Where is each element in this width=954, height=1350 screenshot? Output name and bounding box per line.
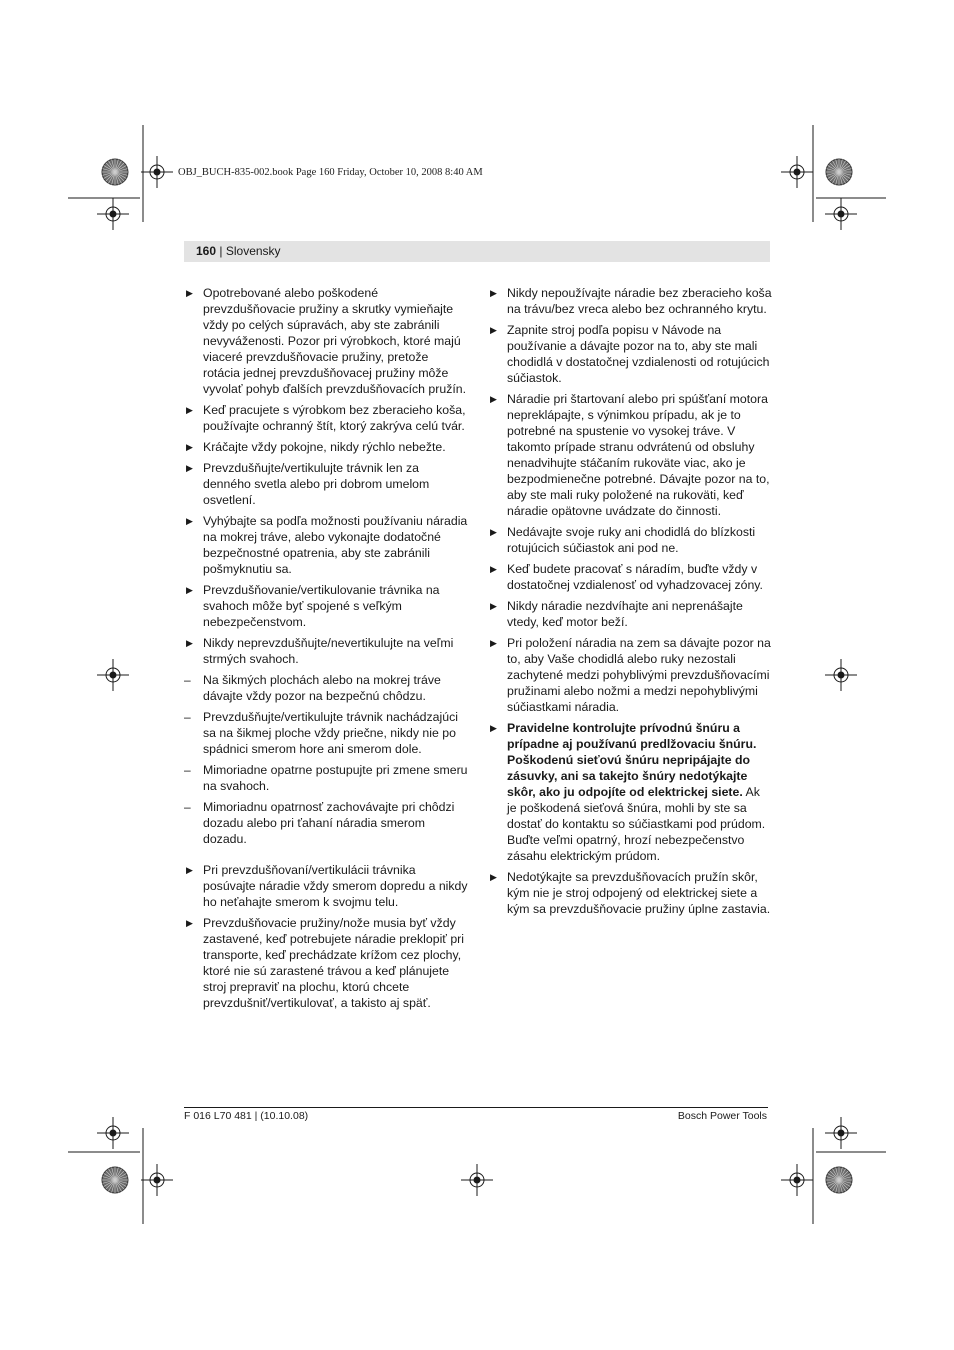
- item-text: Mimoriadne opatrne postupujte pri zmene smeru na svahoch.: [203, 763, 468, 793]
- item-text: Nedotýkajte sa prevzdušňovacích pružín skôr, kým nie je stroj odpojený od elektrickej siete a kým sa prevzdušňovacie pružiny úplne zastavia.: [507, 870, 771, 916]
- triangle-bullet-icon: ▶: [490, 325, 497, 335]
- crosshair-mark-icon: [825, 659, 857, 691]
- triangle-bullet-icon: ▶: [490, 638, 497, 648]
- triangle-bullet-icon: ▶: [186, 405, 193, 415]
- triangle-bullet-icon: ▶: [490, 527, 497, 537]
- item-text: Nikdy nepoužívajte náradie bez zberacieho koša na trávu/bez vreca alebo bez ochranného krytu.: [507, 286, 772, 316]
- bold-text: Pravidelne kontrolujte prívodnú šnúru a prípadne aj používanú predlžovaciu šnúru. Poškodenú sieťovú šnúru nepripájajte do zásuvky, ani sa takejto šnúry nedotýkajte skôr, ako ju odpojíte od elektrickej siete.: [507, 721, 757, 799]
- print-info: OBJ_BUCH-835-002.book Page 160 Friday, October 10, 2008 8:40 AM: [178, 167, 483, 178]
- item-text: Nikdy náradie nezdvíhajte ani neprenášajte vtedy, keď motor beží.: [507, 599, 743, 629]
- item-text: Ak je poškodená sieťová šnúra, mohli by ste sa dostať do kontaktu so súčiastkami pod prúdom. Buďte veľmi opatrný, hrozí nebezpečenstvo zásahu elektrickým prúdom.: [507, 785, 766, 863]
- footer-brand: Bosch Power Tools: [677, 1110, 767, 1122]
- item-text: Zapnite stroj podľa popisu v Návode na používanie a dávajte pozor na to, aby ste mali chodidlá v dostatočnej vzdialenosti od rotujúcich súčiastok.: [507, 323, 770, 385]
- item-text: Prevzdušňovacie pružiny/nože musia byť vždy zastavené, keď potrebujete náradie preklopiť pri transporte, keď prechádzate krížom cez plochy, ktoré nie sú zarastené trávou a keď plánujete stroj prepraviť na plochu, ktorú chcete prevzdušniť/vertikulovať, a takisto aj späť.: [203, 916, 464, 1010]
- crosshair-mark-icon: [461, 1164, 493, 1196]
- registration-rosette-icon: [826, 1167, 852, 1193]
- item-text: Keď pracujete s výrobkom bez zberacieho koša, používajte ochranný štít, ktorý zakrýva celú tvár.: [203, 403, 466, 433]
- item-text: Nikdy neprevzdušňujte/nevertikulujte na veľmi strmých svahoch.: [203, 636, 454, 666]
- registration-rosette-icon: [102, 159, 128, 185]
- triangle-bullet-icon: ▶: [490, 288, 497, 298]
- item-text: Vyhýbajte sa podľa možnosti používaniu náradia na mokrej tráve, alebo vykonajte dodatočné bezpečnostné opatrenia, aby ste zabránili pošmyknutiu sa.: [203, 514, 468, 576]
- crosshair-mark-icon: [97, 198, 129, 230]
- triangle-bullet-icon: ▶: [186, 918, 193, 928]
- item-text: Pri položení náradia na zem sa dávajte pozor na to, aby Vaše chodidlá alebo ruky nezostali zachytené medzi pohyblivými prevzdušňovacími pružinami alebo nožmi a medzi nepohyblivými súčiastkami náradia.: [507, 636, 771, 714]
- item-text: Na šikmých plochách alebo na mokrej tráve dávajte vždy pozor na bezpečnú chôdzu.: [203, 673, 441, 703]
- triangle-bullet-icon: ▶: [186, 463, 193, 473]
- item-text: Prevzdušňovanie/vertikulovanie trávnika na svahoch môže byť spojené s veľkým nebezpečenstvom.: [203, 583, 440, 629]
- dash-marker: –: [184, 710, 191, 724]
- triangle-bullet-icon: ▶: [490, 872, 497, 882]
- triangle-bullet-icon: ▶: [186, 585, 193, 595]
- header-language: Slovensky: [225, 244, 281, 258]
- dash-marker: –: [184, 763, 191, 777]
- crosshair-mark-icon: [825, 198, 857, 230]
- crosshair-mark-icon: [97, 1117, 129, 1149]
- item-text: Kráčajte vždy pokojne, nikdy rýchlo nebežte.: [203, 440, 446, 454]
- item-text: Mimoriadnu opatrnosť zachovávajte pri chôdzi dozadu alebo pri ťahaní náradia smerom dozadu.: [203, 800, 455, 846]
- footer-doc-id: F 016 L70 481 | (10.10.08): [184, 1110, 309, 1122]
- dash-marker: –: [184, 800, 191, 814]
- crosshair-mark-icon: [141, 156, 173, 188]
- crosshair-mark-icon: [781, 156, 813, 188]
- registration-rosette-icon: [102, 1167, 128, 1193]
- header-separator: |: [219, 244, 223, 258]
- item-text: Pri prevzdušňovaní/vertikulácii trávnika posúvajte náradie vždy smerom dopredu a nikdy ho neťahajte smerom k svojmu telu.: [203, 863, 468, 909]
- crosshair-mark-icon: [141, 1164, 173, 1196]
- crosshair-mark-icon: [781, 1164, 813, 1196]
- triangle-bullet-icon: ▶: [186, 516, 193, 526]
- item-text: Náradie pri štartovaní alebo pri spúšťaní motora nepreklápajte, s výnimkou prípadu, ak je to potrebné na spustenie vo vysokej tráve. V takomto prípade stranu odvrátenú od obsluhy nenadvihujte stáčaním rukoväte viac, ako je bezpodmienečne potrebné. Dávajte pozor na to, aby ste mali ruky položené na rukoväti, keď náradie opätovne uvádzate do činnosti.: [507, 392, 770, 518]
- triangle-bullet-icon: ▶: [186, 288, 193, 298]
- registration-rosette-icon: [826, 159, 852, 185]
- triangle-bullet-icon: ▶: [490, 601, 497, 611]
- triangle-bullet-icon: ▶: [186, 442, 193, 452]
- triangle-bullet-icon: ▶: [186, 638, 193, 648]
- item-text: Prevzdušňujte/vertikulujte trávnik len za denného svetla alebo pri dobrom umelom osvetlení.: [203, 461, 430, 507]
- item-text: Opotrebované alebo poškodené prevzdušňovacie pružiny a skrutky vymieňajte vždy po celých súpravách, aby ste zabránili nevyváženosti. Pozor pri výrobkoch, ktoré majú viaceré prevzdušňovacie pružiny, pretože rotácia jednej prevzdušňovacej pružiny môže vyvolať pohyb ďalších prevzdušňovacích pružín.: [203, 286, 467, 396]
- triangle-bullet-icon: ▶: [490, 394, 497, 404]
- triangle-bullet-icon: ▶: [490, 564, 497, 574]
- item-text: Keď budete pracovať s náradím, buďte vždy v dostatočnej vzdialenosť od vyhadzovacej zóny.: [507, 562, 763, 592]
- triangle-bullet-icon: ▶: [490, 723, 497, 733]
- crosshair-mark-icon: [825, 1117, 857, 1149]
- item-text: Nedávajte svoje ruky ani chodidlá do blízkosti rotujúcich súčiastok ani pod ne.: [507, 525, 756, 555]
- page-number: 160: [196, 244, 217, 258]
- crosshair-mark-icon: [97, 659, 129, 691]
- triangle-bullet-icon: ▶: [186, 865, 193, 875]
- dash-marker: –: [184, 673, 191, 687]
- item-text: Prevzdušňujte/vertikulujte trávnik nachádzajúci sa na šikmej ploche vždy priečne, nikdy nie po spádnici smerom hore ani smerom dole.: [203, 710, 458, 756]
